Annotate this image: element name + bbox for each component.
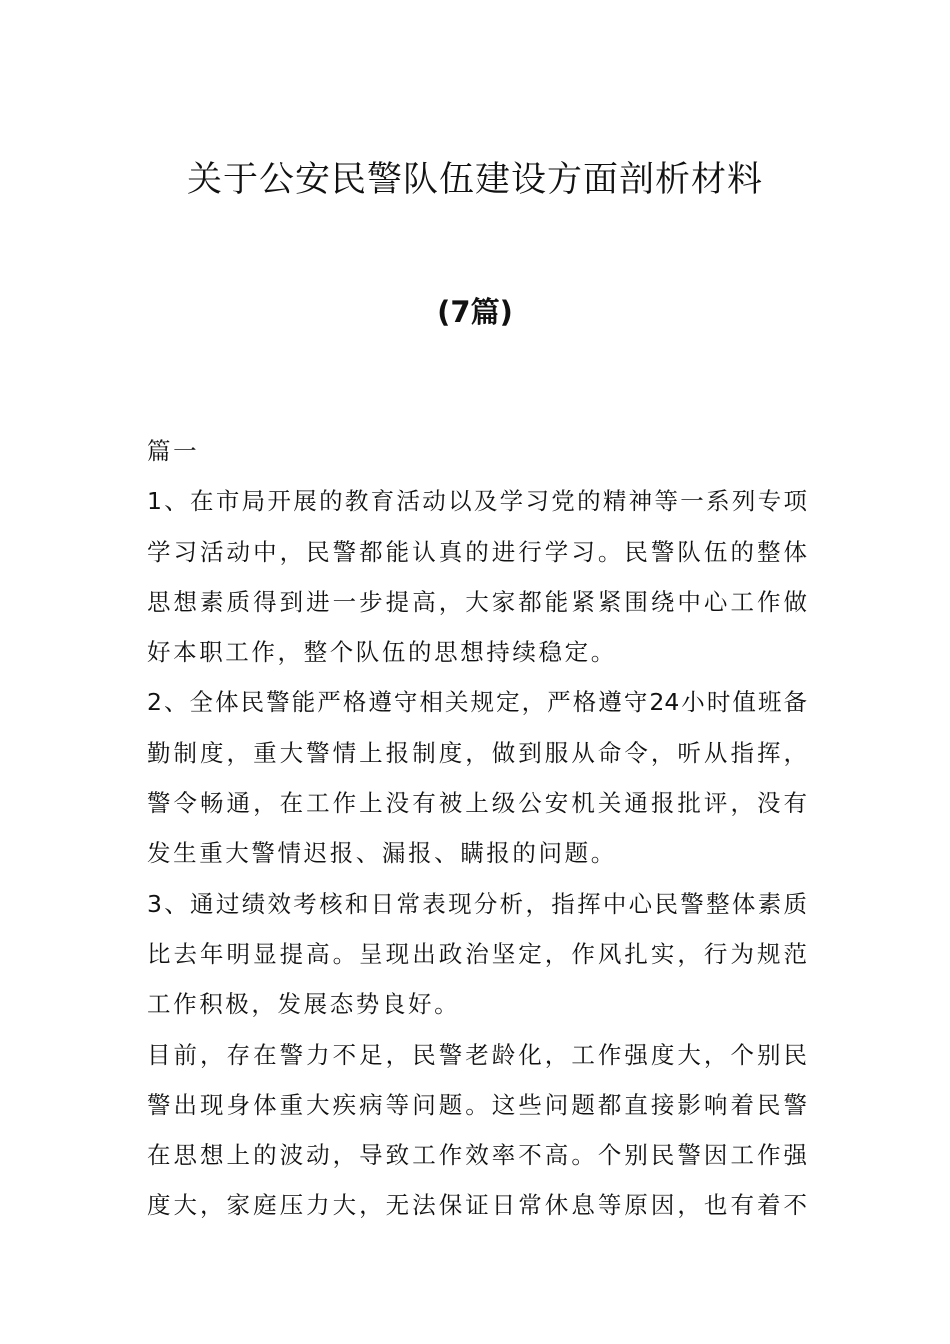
paragraph-line: 目前，存在警力不足，民警老龄化，工作强度大，个别民 (147, 1040, 807, 1069)
paragraph-line: 在思想上的波动，导致工作效率不高。个别民警因工作强 (147, 1141, 807, 1170)
paragraph-line: 勤制度，重大警情上报制度，做到服从命令，听从指挥， (147, 738, 807, 767)
paragraph-line: 比去年明显提高。呈现出政治坚定，作风扎实，行为规范 (147, 939, 807, 968)
paragraph-line: 度大，家庭压力大，无法保证日常休息等原因，也有着不 (147, 1191, 807, 1220)
document-subtitle: (7篇) (437, 295, 513, 329)
document-title: 关于公安民警队伍建设方面剖析材料 (186, 160, 763, 200)
section-heading: 篇一 (147, 437, 200, 465)
paragraph-line: 发生重大警情迟报、漏报、瞒报的问题。 (147, 839, 617, 868)
paragraph-line: 思想素质得到进一步提高，大家都能紧紧围绕中心工作做 (147, 587, 807, 616)
paragraph-line: 好本职工作，整个队伍的思想持续稳定。 (147, 638, 617, 667)
paragraph-line: 工作积极，发展态势良好。 (147, 990, 461, 1019)
paragraph-line: 学习活动中，民警都能认真的进行学习。民警队伍的整体 (147, 537, 807, 566)
paragraph-line: 1、在市局开展的教育活动以及学习党的精神等一系列专项 (147, 487, 807, 516)
paragraph-line: 警出现身体重大疾病等问题。这些问题都直接影响着民警 (147, 1090, 807, 1119)
paragraph-line: 警令畅通，在工作上没有被上级公安机关通报批评，没有 (147, 789, 807, 818)
paragraph-line: 2、全体民警能严格遵守相关规定，严格遵守24小时值班备 (147, 688, 807, 717)
document-body (147, 426, 807, 1231)
paragraph-line: 3、通过绩效考核和日常表现分析，指挥中心民警整体素质 (147, 889, 807, 918)
